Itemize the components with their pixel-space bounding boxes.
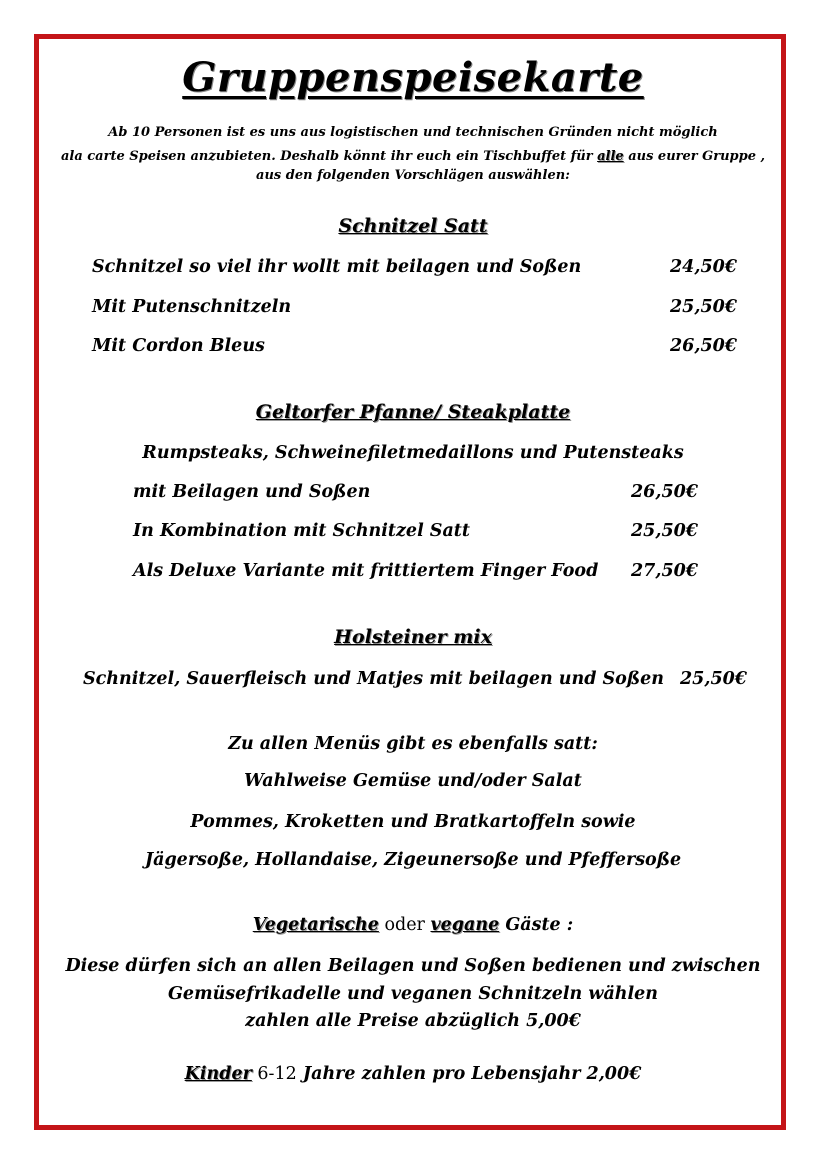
veg-heading (0, 915, 826, 935)
veg-word-vegetarisch: Vegetarische (252, 915, 379, 935)
menu-item-price: 26,50€ (631, 482, 698, 502)
intro-line-1: Ab 10 Personen ist es uns aus logistischen und technischen Gründen nicht möglich (108, 125, 718, 140)
page-title: Gruppenspeisekarte (182, 54, 644, 101)
menu-item-price: 25,50€ (631, 521, 698, 541)
section-heading-schnitzel: Schnitzel Satt (338, 215, 488, 237)
veg-line-1: Diese dürfen sich an allen Beilagen und Soßen bedienen und zwischen (65, 956, 761, 976)
intro-line-3: aus den folgenden Vorschlägen auswählen: (256, 168, 570, 183)
menu-item-label: Als Deluxe Variante mit frittiertem Finger Food (133, 561, 599, 581)
extras-line-4: Jägersoße, Hollandaise, Zigeunersoße und Pfeffersoße (144, 850, 682, 870)
veg-tail: Gäste : (499, 915, 574, 935)
section-heading-holsteiner: Holsteiner mix (334, 626, 492, 648)
menu-item-label: Schnitzel so viel ihr wollt mit beilagen und Soßen (92, 257, 582, 277)
menu-item-price: 27,50€ (631, 561, 698, 581)
menu-item-label: Schnitzel, Sauerfleisch und Matjes mit beilagen und Soßen (83, 669, 665, 689)
extras-line-3: Pommes, Kroketten und Bratkartoffeln sowie (190, 812, 636, 832)
menu-item-price: 25,50€ (670, 297, 737, 317)
extras-line-1: Zu allen Menüs gibt es ebenfalls satt: (228, 734, 598, 754)
veg-line-2: Gemüsefrikadelle und veganen Schnitzeln wählen (167, 984, 659, 1004)
intro-emphasis-alle: alle (597, 149, 624, 164)
menu-item-label: Mit Putenschnitzeln (92, 297, 292, 317)
menu-item-price: 26,50€ (670, 336, 737, 356)
kinder-line (0, 1064, 826, 1084)
kinder-word: Kinder (184, 1064, 252, 1084)
menu-item-price: 24,50€ (670, 257, 737, 277)
intro-line-2-end: aus eurer Gruppe , (623, 149, 766, 164)
menu-item-label: In Kombination mit Schnitzel Satt (133, 521, 470, 541)
extras-line-2: Wahlweise Gemüse und/oder Salat (244, 771, 582, 791)
veg-connector: oder (378, 915, 431, 935)
intro-line-2-start: ala carte Speisen anzubieten. Deshalb könnt ihr euch ein Tischbuffet für (60, 149, 598, 164)
menu-item-label: Mit Cordon Bleus (92, 336, 265, 356)
veg-word-vegan: vegane (430, 915, 500, 935)
section-heading-pfanne: Geltorfer Pfanne/ Steakplatte (255, 401, 571, 423)
kinder-age: 6-12 (251, 1064, 297, 1084)
menu-item-label: mit Beilagen und Soßen (133, 482, 371, 502)
menu-item-price: 25,50€ (680, 669, 747, 689)
section-subtitle-pfanne: Rumpsteaks, Schweinefiletmedaillons und Putensteaks (142, 443, 684, 463)
veg-line-3: zahlen alle Preise abzüglich 5,00€ (245, 1011, 581, 1031)
intro-line-2 (0, 149, 826, 164)
kinder-rest: Jahre zahlen pro Lebensjahr 2,00€ (296, 1064, 642, 1084)
